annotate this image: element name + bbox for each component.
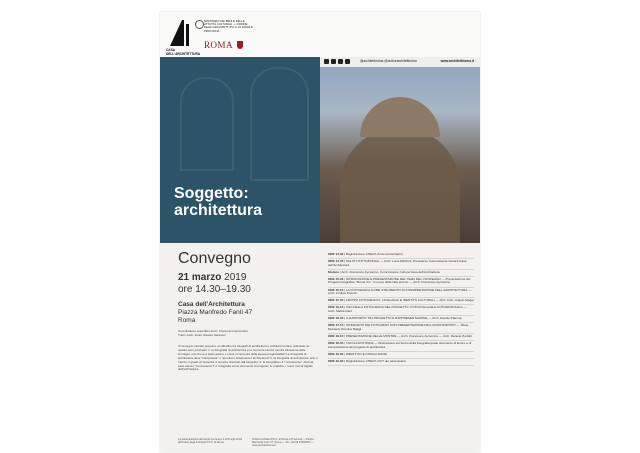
program-text: Arch. Francesco Aymonino, Commissione Cultura Casa dell'Architettura bbox=[341, 269, 440, 274]
program-item: ORE 14.45 | SALUTI ISTITUZIONALI — Arch. Luca Ribichini, Presidente Commissione Cultura Casa dell'Architettura bbox=[328, 259, 474, 270]
program-time: ORE 18.15 bbox=[328, 333, 344, 338]
event-title bbox=[174, 185, 262, 219]
twitter-icon[interactable] bbox=[324, 59, 329, 64]
venue-name: Casa dell'Architettura bbox=[178, 301, 245, 308]
program-text: USO DELLA FOTOGRAFIA NEL PROGETTO. FOTOCOLLAGE E FOTOMONTAGGI — Arch. Mattia Darò bbox=[328, 305, 467, 313]
title-line-2: architettura bbox=[174, 202, 263, 219]
program-item: ORE 15.00 | INTRODUZIONE E PRESENTAZIONE DEL TEMA DEL CONVEGNO — Presentazione del Progetto fotografico "Roma 3.0 - Il nuovo della città eterna" — Arch. Francesco Aymonino bbox=[328, 277, 474, 288]
program-item: ORE 19.00 | DIBATTITO E CONCLUSIONI bbox=[328, 352, 474, 359]
date-year: 2019 bbox=[224, 272, 247, 283]
facebook-icon[interactable] bbox=[331, 59, 336, 64]
logo-text: CASA DELL'ARCHITETTURA bbox=[166, 48, 201, 56]
program-item: ORE 19.30 | Registrazione CHECK-OUT dei partecipanti bbox=[328, 359, 474, 366]
footer-contacts: Ordine Architetti P.P.C. di Roma e Provincia — Piazza Manfredo Fanti 47, Roma — Tel. +39 06 97604560 — www.architettiroma.it bbox=[252, 438, 314, 447]
linkedin-icon[interactable] bbox=[345, 59, 350, 64]
program-time: ORE 19.00 bbox=[328, 351, 344, 356]
date-day: 21 marzo bbox=[178, 272, 222, 283]
program-item: ORE 17.15 | INTERVENTI DEI FOTOGRAFI CON PRESENTAZIONE DEI LAVORI ESPOSTI — Silvia Mussetti, Romina Maggi bbox=[328, 323, 474, 334]
program-list bbox=[328, 252, 474, 366]
program-text: LA FOTOGRAFIA COME STRUMENTO DI INTERPRETAZIONE DELL'ARCHITETTURA — Arch. Andrea Pozzoli bbox=[328, 287, 472, 296]
poster bbox=[160, 12, 480, 452]
program-text: INTRODUZIONE E PRESENTAZIONE DEL TEMA DEL CONVEGNO — Presentazione del Progetto fotografico "Roma 3.0 - Il nuovo della città eterna" — Arch. Francesco Aymonino bbox=[328, 276, 471, 285]
program-time: ORE 19.30 bbox=[328, 358, 344, 363]
program-text: PRESENTAZIONE DELLE MOSTRE — Arch. Francesco Aymonino — Arch. Daniele Porfulli bbox=[345, 333, 472, 338]
program-item: ORE 18.35 | TAVOLA ROTONDA — Discussione sul futuro della fotografia quale strumento di lavoro e di interpretazione del progetto di architettura bbox=[328, 341, 474, 352]
poster-header bbox=[160, 12, 480, 57]
social-bar bbox=[320, 57, 480, 67]
social-handle: @architettiroma @ordinearchitettiroma bbox=[360, 59, 417, 63]
program-time: ORE 16.45 bbox=[328, 316, 344, 321]
website-link[interactable]: www.architettiroma.it bbox=[440, 59, 474, 63]
roma-shield-icon bbox=[237, 41, 243, 49]
venue-address: Piazza Manfredo Fanti 47 bbox=[178, 309, 253, 316]
coordinator: Coordinatore scientifico Arch. Francesco Aymonino bbox=[178, 329, 248, 333]
coordination bbox=[178, 330, 318, 337]
program-text: Registrazione CHECK-IN dei partecipanti bbox=[345, 252, 403, 256]
program-time: ORE 15.15 bbox=[328, 287, 344, 292]
program-item: Modera | Arch. Francesco Aymonino, Commissione Cultura Casa dell'Architettura bbox=[328, 270, 474, 277]
ministry-text: MINISTERO DEI BENI E DELLE ATTIVITÀ CULTURALI — ORDINE DEGLI ARCHITETTI P.P.C. DI ROMA E PROVINCIA bbox=[204, 19, 253, 33]
building-shape bbox=[340, 127, 460, 243]
event-description: Il convegno intende proporre un dibattito tra fotografi di architettura e architetti romani, articolato su quattro temi principali: 1. la fotografia di architettura e la memoria storica mentre attraversa delle immagini, ma chi ne è stato autore e come si racconta della stessa progettualità? La fotografia di architettura deve "interpretare" o riprodurre fedelmente l'architettura? 2. la fotografia di architettura, arte o mezzo: il grado di 'lentezza' è sempre ricercato dal fotografo; 3. la fotografia e il "monumento", diventa esso stesso "monumento"? 4. fotografia come strumento di progetto: le pratiche, i nuovi mondi digitali dell'architettura. bbox=[178, 344, 318, 372]
casa-architettura-logo bbox=[168, 18, 196, 48]
arch-shape bbox=[180, 77, 234, 171]
ministry-label bbox=[204, 20, 256, 33]
program-item: ORE 18.15 | PRESENTAZIONE DELLE MOSTRE — Arch. Francesco Aymonino — Arch. Daniele Porfulli bbox=[328, 334, 474, 341]
program-time: ORE 14.45 bbox=[328, 259, 344, 264]
program-text: IL RAPPORTO TRA PROGETTO E RAPPRESENTAZIONE — Arch. Davide Paterna bbox=[345, 316, 462, 321]
program-text: ARCHIVI FOTOGRAFICI: LINGUAGGI E IDENTITÀ CULTURALI — Prof. Arch. Angelo Maggi bbox=[345, 298, 474, 303]
program-time: ORE 16.15 bbox=[328, 305, 344, 310]
event-type: Convegno bbox=[178, 250, 251, 267]
program-item: ORE 16.45 | IL RAPPORTO TRA PROGETTO E RAPPRESENTAZIONE — Arch. Davide Paterna bbox=[328, 316, 474, 323]
program-time: ORE 15.00 bbox=[328, 276, 344, 281]
program-text: Registrazione CHECK-OUT dei partecipanti bbox=[345, 358, 406, 363]
program-time: Modera bbox=[328, 269, 340, 274]
program-text: INTERVENTI DEI FOTOGRAFI CON PRESENTAZIONE DEI LAVORI ESPOSTI — Silvia Mussetti, Romina Maggi bbox=[328, 323, 469, 331]
program-time: ORE 17.15 bbox=[328, 323, 344, 328]
instagram-icon[interactable] bbox=[338, 59, 343, 64]
tutor: Tutor: Arch. iunior Alessio Santucci bbox=[178, 332, 226, 337]
footer-cfp: La partecipazione all'evento riconosce 4 CFP agli iscritti all'Ordine degli Architetti P.P.C. di Roma bbox=[178, 438, 243, 444]
event-venue bbox=[178, 301, 252, 325]
program-text: SALUTI ISTITUZIONALI — Arch. Luca Ribichini, Presidente Commissione Cultura Casa dell'Architettura bbox=[328, 259, 467, 267]
venue-city: Roma bbox=[178, 317, 196, 324]
program-time: ORE 18.35 bbox=[328, 340, 344, 345]
program-time: ORE 14.30 bbox=[328, 252, 344, 256]
program-item: ORE 15.45 | ARCHIVI FOTOGRAFICI: LINGUAGGI E IDENTITÀ CULTURALI — Prof. Arch. Angelo Maggi bbox=[328, 298, 474, 305]
building-dome bbox=[360, 97, 440, 137]
arch-shape bbox=[250, 67, 309, 181]
title-line-1: Soggetto: bbox=[174, 185, 249, 202]
program-time: ORE 15.45 bbox=[328, 298, 344, 303]
photo-right-building bbox=[320, 57, 480, 243]
seal-icon bbox=[195, 20, 204, 29]
program-item: ORE 16.15 | USO DELLA FOTOGRAFIA NEL PROGETTO. FOTOCOLLAGE E FOTOMONTAGGI — Arch. Mattia Darò bbox=[328, 305, 474, 316]
program-item: ORE 15.15 | LA FOTOGRAFIA COME STRUMENTO DI INTERPRETAZIONE DELL'ARCHITETTURA — Arch. Andrea Pozzoli bbox=[328, 288, 474, 299]
event-time: ore 14.30–19.30 bbox=[178, 284, 251, 295]
program-text: TAVOLA ROTONDA — Discussione sul futuro della fotografia quale strumento di lavoro e di interpretazione del progetto di architettura bbox=[328, 340, 472, 349]
program-item: ORE 14.30 | Registrazione CHECK-IN dei partecipanti bbox=[328, 252, 474, 259]
roma-logo: ROMA bbox=[204, 40, 234, 50]
event-date bbox=[178, 272, 246, 283]
program-text: DIBATTITO E CONCLUSIONI bbox=[345, 351, 387, 356]
hero-photo bbox=[160, 57, 480, 243]
